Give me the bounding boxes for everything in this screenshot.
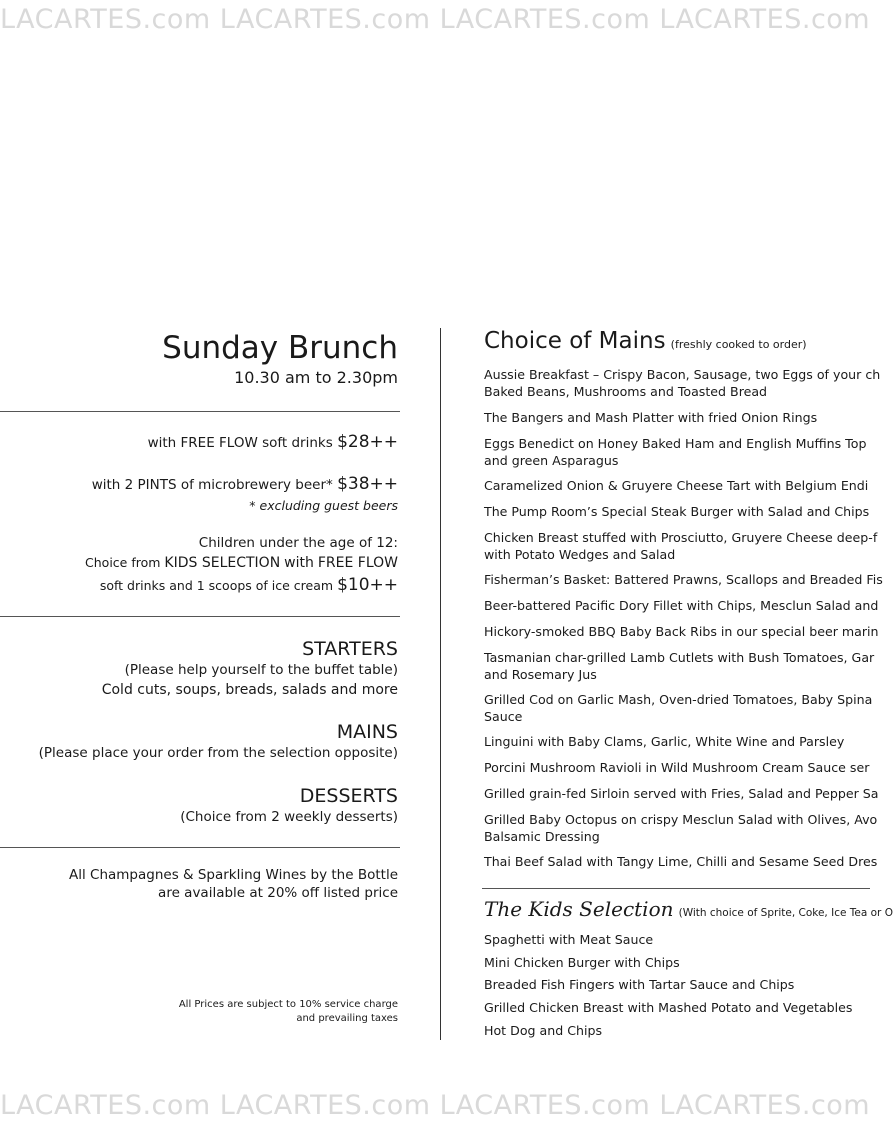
main-item-1 bbox=[484, 367, 880, 400]
mains-menu bbox=[484, 328, 893, 1048]
main-item-15-line2: Balsamic Dressing bbox=[484, 828, 600, 844]
offer-beer-note: * excluding guest beers bbox=[249, 498, 398, 513]
main-item-16 bbox=[484, 854, 877, 871]
main-item-10-line2: and Rosemary Jus bbox=[484, 666, 597, 682]
kids-offer-line3 bbox=[100, 575, 398, 595]
main-item-15 bbox=[484, 812, 877, 845]
main-item-4 bbox=[484, 478, 868, 495]
watermark-bottom: LACARTES.com LACARTES.com LACARTES.com LACARTES.com bbox=[0, 1090, 871, 1121]
kids-divider bbox=[482, 888, 870, 889]
offer-free-flow-price: $28++ bbox=[337, 432, 398, 452]
mains-title: MAINS bbox=[336, 721, 398, 743]
kids-menu-header bbox=[484, 897, 893, 921]
kids-item-2: Mini Chicken Burger with Chips bbox=[484, 955, 680, 970]
desserts-title: DESSERTS bbox=[299, 785, 398, 807]
main-item-7-line1: Fisherman’s Basket: Battered Prawns, Scallops and Breaded Fis bbox=[484, 572, 883, 587]
main-item-1-line2: Baked Beans, Mushrooms and Toasted Bread bbox=[484, 383, 768, 399]
main-item-2 bbox=[484, 410, 817, 427]
main-item-13-line1: Porcini Mushroom Ravioli in Wild Mushroom Cream Sauce ser bbox=[484, 760, 870, 775]
kids-offer-price: $10++ bbox=[337, 575, 398, 595]
main-item-11 bbox=[484, 692, 872, 725]
mains-menu-subtitle: (freshly cooked to order) bbox=[670, 338, 807, 351]
main-item-14-line1: Grilled grain-fed Sirloin served with Fries, Salad and Pepper Sa bbox=[484, 786, 879, 801]
main-item-7 bbox=[484, 572, 883, 589]
offer-free-flow bbox=[148, 432, 398, 452]
main-item-13 bbox=[484, 760, 869, 777]
offer-beer-text: with 2 PINTS of microbrewery beer* bbox=[91, 477, 333, 493]
kids-offer-drinks: soft drinks and 1 scoops of ice cream bbox=[99, 578, 334, 593]
starters-desc: Cold cuts, soups, breads, salads and more bbox=[101, 682, 398, 698]
main-item-6-line1: Chicken Breast stuffed with Prosciutto, Gruyere Cheese deep-f bbox=[484, 530, 878, 545]
main-item-1-line1: Aussie Breakfast – Crispy Bacon, Sausage, two Eggs of your ch bbox=[484, 367, 881, 382]
main-item-8 bbox=[484, 598, 878, 615]
wine-line1: All Champagnes & Sparkling Wines by the Bottle bbox=[69, 867, 398, 883]
main-item-11-line2: Sauce bbox=[484, 708, 523, 724]
footnote-line1: All Prices are subject to 10% service charge bbox=[178, 999, 398, 1010]
kids-item-4: Grilled Chicken Breast with Mashed Potato and Vegetables bbox=[484, 1000, 853, 1015]
mains-note: (Please place your order from the selection opposite) bbox=[38, 745, 398, 761]
starters-title: STARTERS bbox=[302, 638, 398, 660]
starters-note: (Please help yourself to the buffet table) bbox=[124, 662, 398, 678]
main-item-8-line1: Beer-battered Pacific Dory Fillet with Chips, Mesclun Salad and bbox=[484, 598, 879, 613]
kids-item-1: Spaghetti with Meat Sauce bbox=[484, 932, 654, 947]
main-item-11-line1: Grilled Cod on Garlic Mash, Oven-dried Tomatoes, Baby Spina bbox=[484, 692, 873, 707]
main-item-6 bbox=[484, 530, 877, 563]
main-item-14 bbox=[484, 786, 879, 803]
divider-2 bbox=[0, 616, 400, 617]
main-item-6-line2: with Potato Wedges and Salad bbox=[484, 546, 676, 562]
kids-offer-selection: KIDS SELECTION bbox=[164, 555, 281, 571]
main-item-9 bbox=[484, 624, 879, 641]
divider-3 bbox=[0, 847, 400, 848]
desserts-note: (Choice from 2 weekly desserts) bbox=[180, 809, 398, 825]
main-item-3-line2: and green Asparagus bbox=[484, 452, 619, 468]
divider-1 bbox=[0, 411, 400, 412]
main-item-10 bbox=[484, 650, 874, 683]
offer-beer bbox=[92, 474, 398, 494]
column-divider bbox=[440, 328, 441, 1040]
wine-line2: are available at 20% off listed price bbox=[158, 885, 398, 901]
footnote-line2: and prevailing taxes bbox=[296, 1013, 398, 1024]
main-item-12 bbox=[484, 734, 844, 751]
main-item-3-line1: Eggs Benedict on Honey Baked Ham and English Muffins Top bbox=[484, 436, 867, 451]
kids-offer-line1: Children under the age of 12: bbox=[198, 535, 398, 551]
watermark-top: LACARTES.com LACARTES.com LACARTES.com LACARTES.com bbox=[0, 4, 871, 35]
brunch-title: Sunday Brunch bbox=[162, 330, 398, 366]
mains-menu-header bbox=[484, 328, 807, 354]
offer-free-flow-text: with FREE FLOW soft drinks bbox=[147, 435, 333, 451]
kids-menu-title: The Kids Selection bbox=[484, 897, 674, 921]
main-item-5 bbox=[484, 504, 869, 521]
main-item-2-line1: The Bangers and Mash Platter with fried Onion Rings bbox=[484, 410, 818, 425]
kids-offer-choice: Choice from bbox=[85, 555, 161, 570]
kids-menu-subtitle: (With choice of Sprite, Coke, Ice Tea or O bbox=[678, 907, 893, 919]
main-item-3 bbox=[484, 436, 866, 469]
kids-item-5: Hot Dog and Chips bbox=[484, 1023, 603, 1038]
kids-offer-with: with bbox=[284, 555, 314, 571]
mains-menu-title: Choice of Mains bbox=[484, 328, 666, 354]
main-item-5-line1: The Pump Room’s Special Steak Burger with Salad and Chips bbox=[484, 504, 870, 519]
kids-offer-free-flow: FREE FLOW bbox=[317, 555, 398, 571]
main-item-9-line1: Hickory-smoked BBQ Baby Back Ribs in our special beer marin bbox=[484, 624, 879, 639]
main-item-16-line1: Thai Beef Salad with Tangy Lime, Chilli and Sesame Seed Dres bbox=[484, 854, 878, 869]
kids-item-3: Breaded Fish Fingers with Tartar Sauce and Chips bbox=[484, 977, 795, 992]
offer-beer-price: $38++ bbox=[337, 474, 398, 494]
main-item-15-line1: Grilled Baby Octopus on crispy Mesclun Salad with Olives, Avo bbox=[484, 812, 878, 827]
main-item-12-line1: Linguini with Baby Clams, Garlic, White Wine and Parsley bbox=[484, 734, 845, 749]
main-item-10-line1: Tasmanian char-grilled Lamb Cutlets with Bush Tomatoes, Gar bbox=[484, 650, 875, 665]
kids-offer-line2 bbox=[85, 555, 398, 571]
main-item-4-line1: Caramelized Onion & Gruyere Cheese Tart with Belgium Endi bbox=[484, 478, 869, 493]
brunch-hours: 10.30 am to 2.30pm bbox=[234, 368, 398, 387]
